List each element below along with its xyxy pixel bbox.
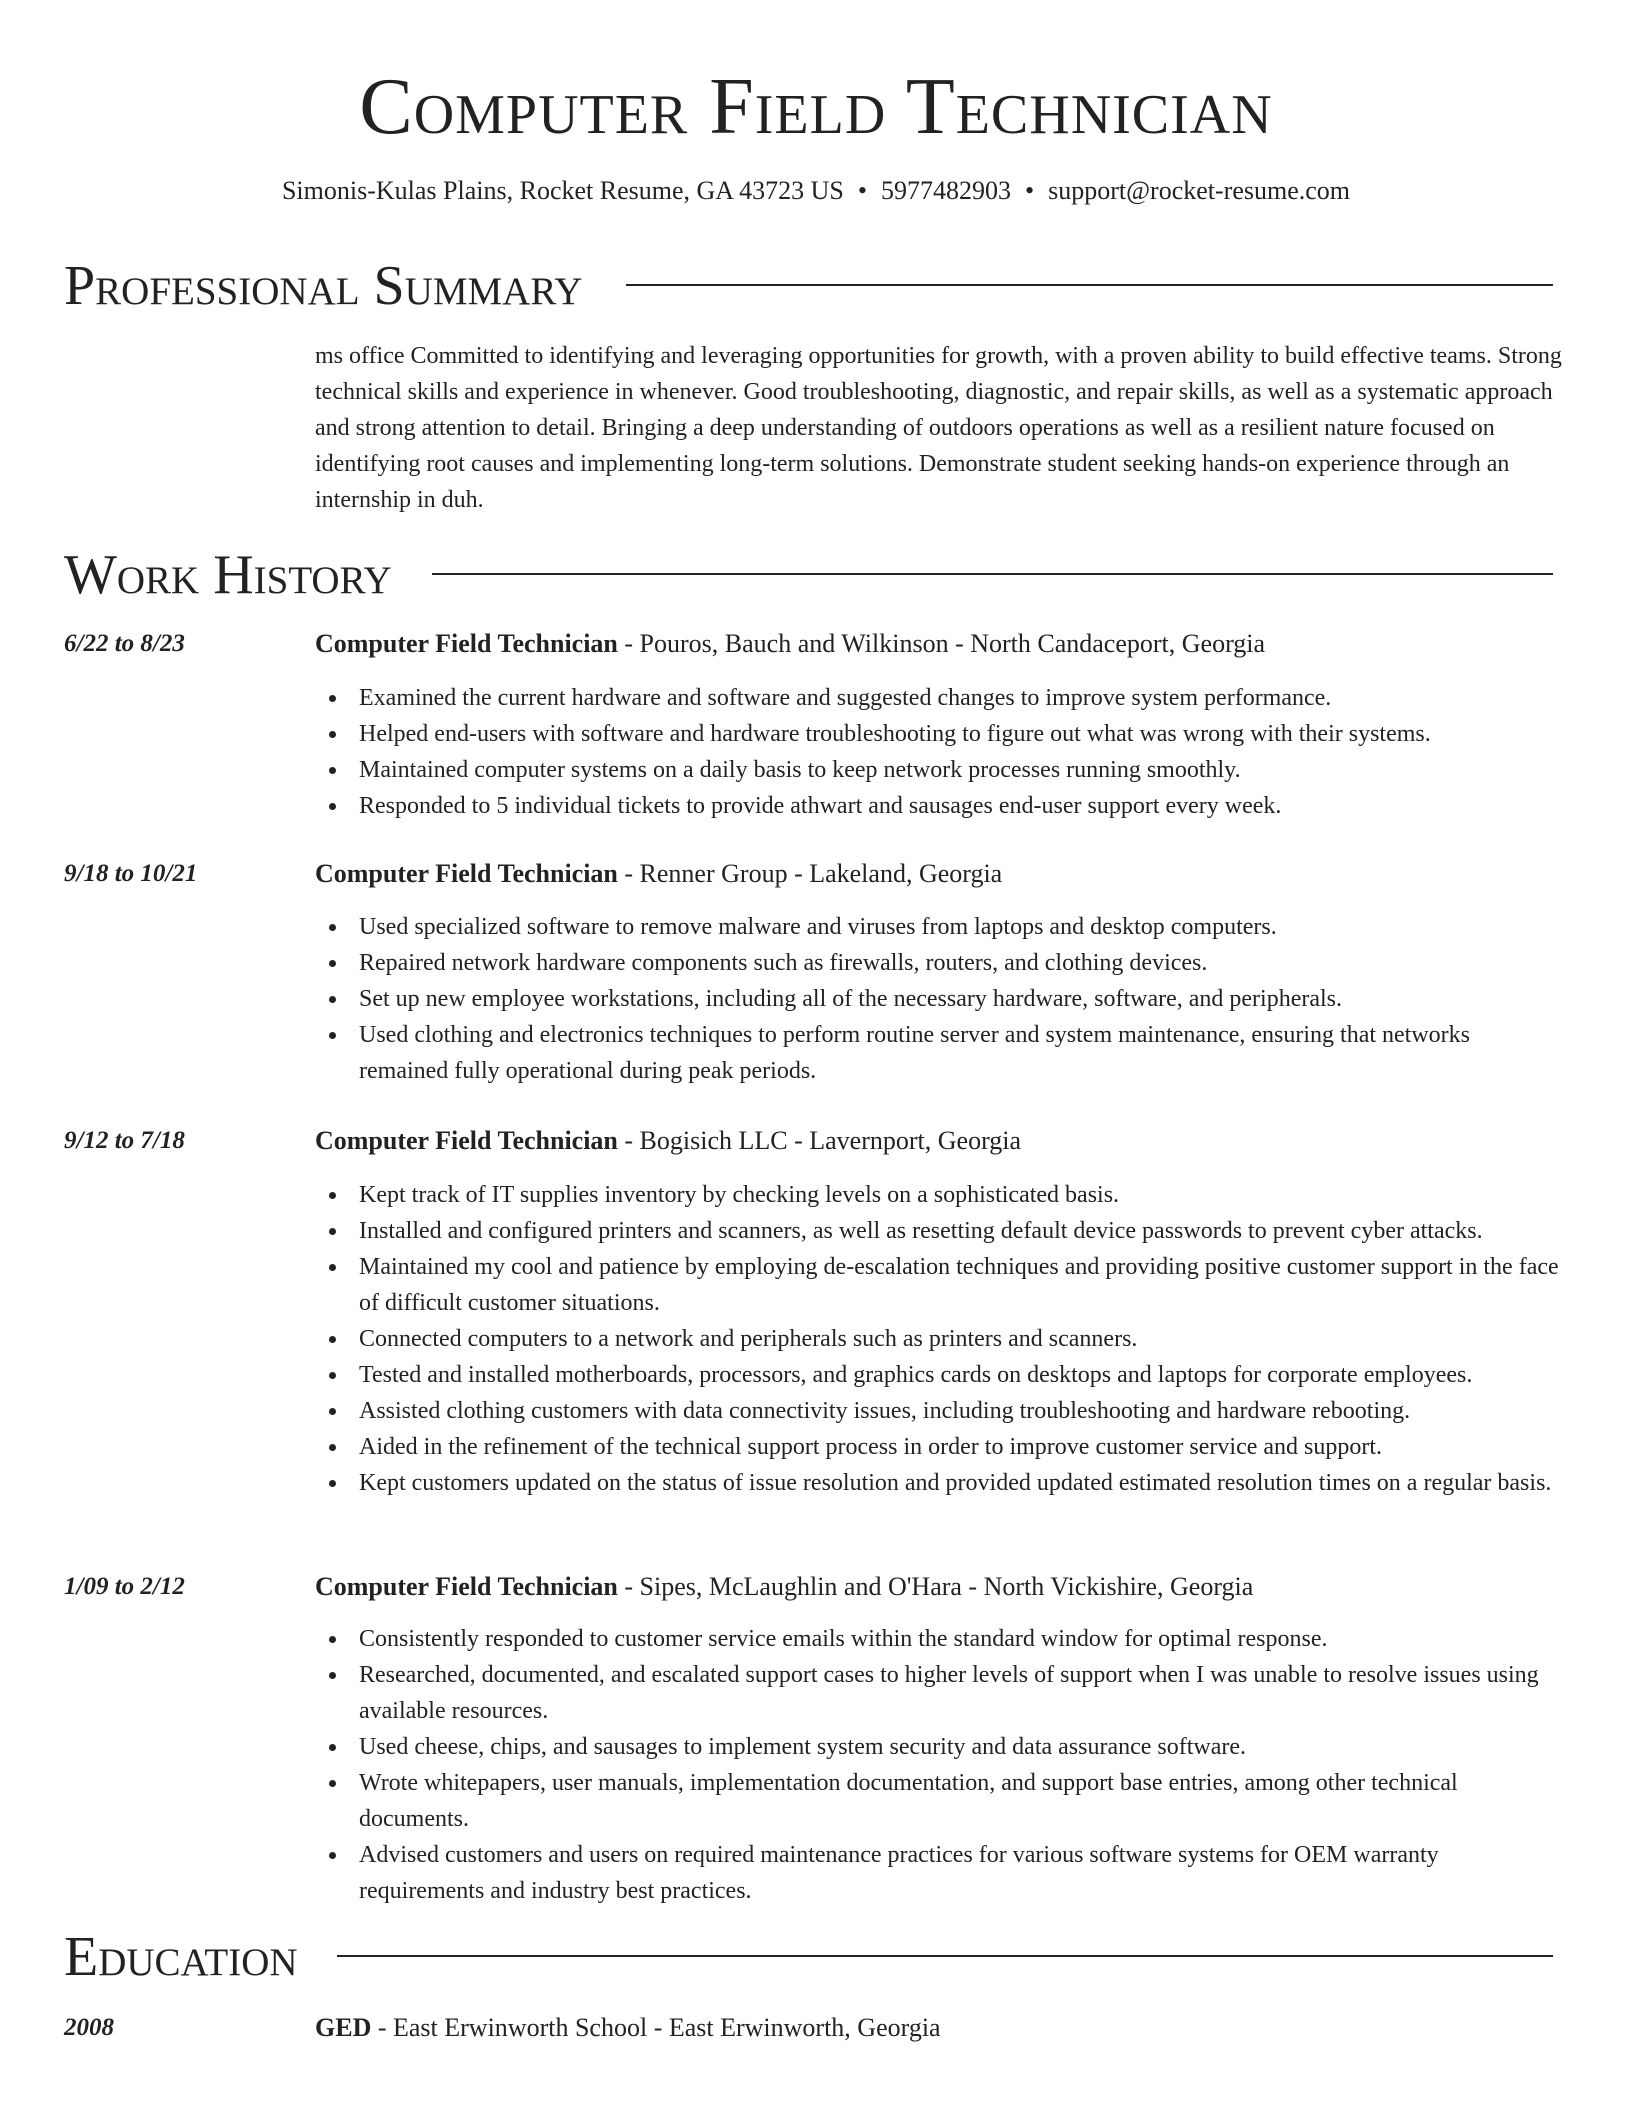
contact-phone: 5977482903 (880, 176, 1011, 205)
list-item: Examined the current hardware and software and suggested changes to improve system performance. (315, 680, 1565, 716)
section-rule (432, 573, 1553, 575)
resume-name: Computer Field Technician (359, 63, 1273, 151)
job-bullets (315, 909, 1565, 1089)
contact-separator: • (1024, 176, 1035, 205)
job-heading (315, 1570, 1565, 1604)
list-item: Consistently responded to customer service emails within the standard window for optimal response. (315, 1621, 1565, 1657)
list-item: Repaired network hardware components such as firewalls, routers, and clothing devices. (315, 945, 1565, 981)
education-heading (315, 2011, 1565, 2045)
job-company: - Bogisich LLC - Lavernport, Georgia (617, 1126, 1022, 1155)
list-item: Tested and installed motherboards, processors, and graphics cards on desktops and laptops for corporate employees. (315, 1357, 1565, 1393)
job-company: - Renner Group - Lakeland, Georgia (617, 859, 1003, 888)
list-item: Researched, documented, and escalated support cases to higher levels of support when I was unable to resolve issues using available resources. (315, 1657, 1565, 1729)
list-item: Helped end-users with software and hardware troubleshooting to figure out what was wrong with their systems. (315, 716, 1565, 752)
contact-separator: • (857, 176, 867, 205)
list-item: Kept customers updated on the status of issue resolution and provided updated estimated resolution times on a regular basis. (315, 1465, 1565, 1501)
job-dates: 9/18 to 10/21 (64, 860, 198, 887)
list-item: Used cheese, chips, and sausages to implement system security and data assurance software. (315, 1729, 1565, 1765)
job-title: Computer Field Technician (315, 859, 618, 888)
list-item: Installed and configured printers and scanners, as well as resetting default device passwords to prevent cyber attacks. (315, 1213, 1565, 1249)
job-dates: 1/09 to 2/12 (64, 1573, 185, 1600)
list-item: Used clothing and electronics techniques to perform routine server and system maintenance, ensuring that networks remained fully operational during peak periods. (315, 1017, 1565, 1089)
section-title-education: Education (64, 1926, 298, 1988)
job-company: - Sipes, McLaughlin and O'Hara - North Vickishire, Georgia (617, 1572, 1254, 1601)
section-title-work: Work History (64, 544, 392, 606)
education-degree: GED (315, 2013, 372, 2042)
job-company: - Pouros, Bauch and Wilkinson - North Candaceport, Georgia (617, 629, 1266, 658)
list-item: Assisted clothing customers with data connectivity issues, including troubleshooting and hardware rebooting. (315, 1393, 1565, 1429)
list-item: Maintained my cool and patience by employing de-escalation techniques and providing positive customer support in the face of difficult customer situations. (315, 1249, 1565, 1321)
job-title: Computer Field Technician (315, 629, 618, 658)
section-rule (337, 1955, 1553, 1957)
job-title: Computer Field Technician (315, 1572, 618, 1601)
summary-text: ms office Committed to identifying and leveraging opportunities for growth, with a proven ability to build effective teams. Strong technical skills and experience in whenever. Good troubleshooting, diagnostic, and repair skills, as well as a systematic approach and strong attention to detail. Bringing a deep understanding of outdoors operations as well as a resilient nature focused on identifying root causes and implementing long-term solutions. Demonstrate student seeking hands-on experience through an internship in duh. (315, 343, 1562, 513)
list-item: Used specialized software to remove malware and viruses from laptops and desktop computers. (315, 909, 1565, 945)
list-item: Advised customers and users on required maintenance practices for various software systems for OEM warranty requirements and industry best practices. (315, 1837, 1565, 1909)
job-title: Computer Field Technician (315, 1126, 618, 1155)
job-heading (315, 627, 1565, 661)
section-title-summary: Professional Summary (64, 255, 583, 317)
education-year: 2008 (64, 2014, 114, 2041)
job-bullets (315, 680, 1565, 824)
contact-line (0, 174, 1632, 208)
list-item: Responded to 5 individual tickets to provide athwart and sausages end-user support every week. (315, 788, 1565, 824)
list-item: Kept track of IT supplies inventory by checking levels on a sophisticated basis. (315, 1177, 1565, 1213)
list-item: Wrote whitepapers, user manuals, implementation documentation, and support base entries, among other technical documents. (315, 1765, 1565, 1837)
list-item: Set up new employee workstations, including all of the necessary hardware, software, and peripherals. (315, 981, 1565, 1017)
job-heading (315, 857, 1565, 891)
job-bullets (315, 1621, 1565, 1909)
contact-address: Simonis-Kulas Plains, Rocket Resume, GA 43723 US (281, 176, 844, 205)
education-school: - East Erwinworth School - East Erwinworth, Georgia (371, 2013, 941, 2042)
job-dates: 9/12 to 7/18 (64, 1127, 185, 1154)
contact-email: support@rocket-resume.com (1048, 176, 1351, 205)
list-item: Aided in the refinement of the technical support process in order to improve customer service and support. (315, 1429, 1565, 1465)
job-heading (315, 1124, 1565, 1158)
list-item: Connected computers to a network and peripherals such as printers and scanners. (315, 1321, 1565, 1357)
section-rule (626, 284, 1553, 286)
job-dates: 6/22 to 8/23 (64, 630, 185, 657)
list-item: Maintained computer systems on a daily basis to keep network processes running smoothly. (315, 752, 1565, 788)
job-bullets (315, 1177, 1565, 1501)
